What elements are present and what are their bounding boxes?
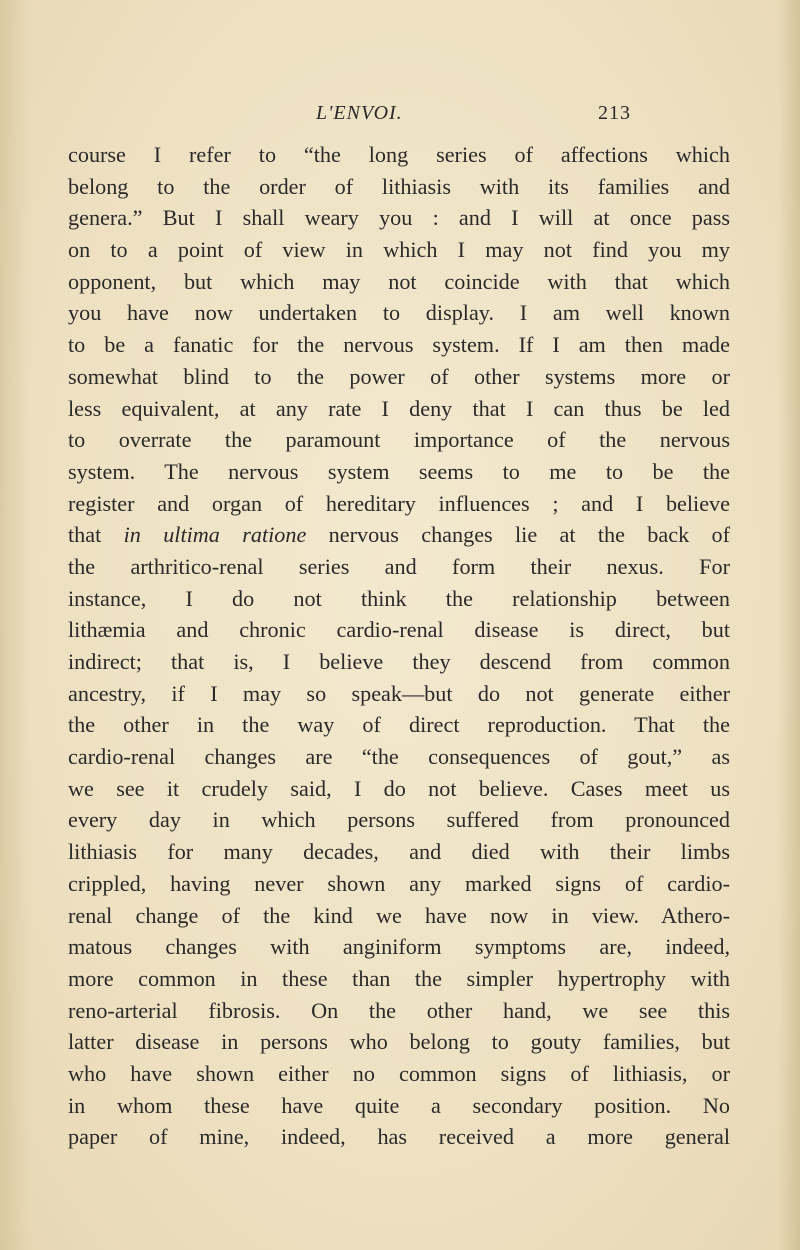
text-line: in whom these have quite a secondary position. No [68, 1092, 730, 1118]
text-line: system. The nervous system seems to me to be the [68, 458, 730, 484]
text-line: crippled, having never shown any marked signs of cardio- [68, 870, 730, 896]
text-line: to overrate the paramount importance of the nervous [68, 427, 730, 453]
text-line: the arthritico-renal series and form their nexus. For [68, 553, 730, 579]
page-edge-left [0, 0, 30, 1250]
text-line: opponent, but which may not coincide with that which [68, 268, 730, 294]
text-line: instance, I do not think the relationship between [68, 585, 730, 611]
text-line: to be a fanatic for the nervous system. If I am then made [68, 332, 730, 358]
text-segment: nervous changes lie at the back of [306, 522, 730, 548]
page-number: 213 [598, 102, 631, 124]
body-text [68, 139, 730, 1153]
text-line: the other in the way of direct reproduction. That the [68, 712, 730, 738]
text-line: somewhat blind to the power of other systems more or [68, 363, 730, 389]
text-line-with-italic [68, 519, 730, 551]
text-line: lithæmia and chronic cardio-renal disease is direct, but [68, 617, 730, 643]
text-line: cardio-renal changes are “the consequences of gout,” as [68, 744, 730, 770]
italic-phrase: in ultima ratione [123, 522, 307, 548]
text-line: genera.” But I shall weary you : and I will at once pass [68, 205, 730, 231]
text-line: who have shown either no common signs of lithiasis, or [68, 1060, 730, 1086]
text-line: course I refer to “the long series of affections which [68, 142, 730, 167]
text-line: more common in these than the simpler hypertrophy with [68, 965, 730, 991]
page-edge-right [778, 0, 800, 1250]
text-line: renal change of the kind we have now in view. Athero- [68, 902, 730, 928]
text-line: ancestry, if I may so speak—but do not generate either [68, 680, 730, 706]
text-line: paper of mine, indeed, has received a more general [68, 1124, 730, 1150]
text-line: indirect; that is, I believe they descend from common [68, 649, 730, 674]
running-head: L'ENVOI. [316, 102, 403, 124]
text-line: register and organ of hereditary influences ; and I believe [68, 490, 730, 516]
text-line: reno-arterial fibrosis. On the other hand, we see this [68, 997, 730, 1023]
text-line: latter disease in persons who belong to gouty families, but [68, 1029, 730, 1055]
page-header [0, 102, 800, 132]
text-line: belong to the order of lithiasis with its families and [68, 173, 730, 199]
text-line: on to a point of view in which I may not find you my [68, 237, 730, 263]
text-line: we see it crudely said, I do not believe. Cases meet us [68, 775, 730, 801]
text-segment: that [68, 522, 124, 548]
text-line: you have now undertaken to display. I am well known [68, 300, 730, 326]
text-line: matous changes with anginiform symptoms are, indeed, [68, 934, 730, 960]
text-line: less equivalent, at any rate I deny that I can thus be led [68, 395, 730, 421]
text-line: every day in which persons suffered from pronounced [68, 807, 730, 833]
text-line: lithiasis for many decades, and died with their limbs [68, 839, 730, 865]
